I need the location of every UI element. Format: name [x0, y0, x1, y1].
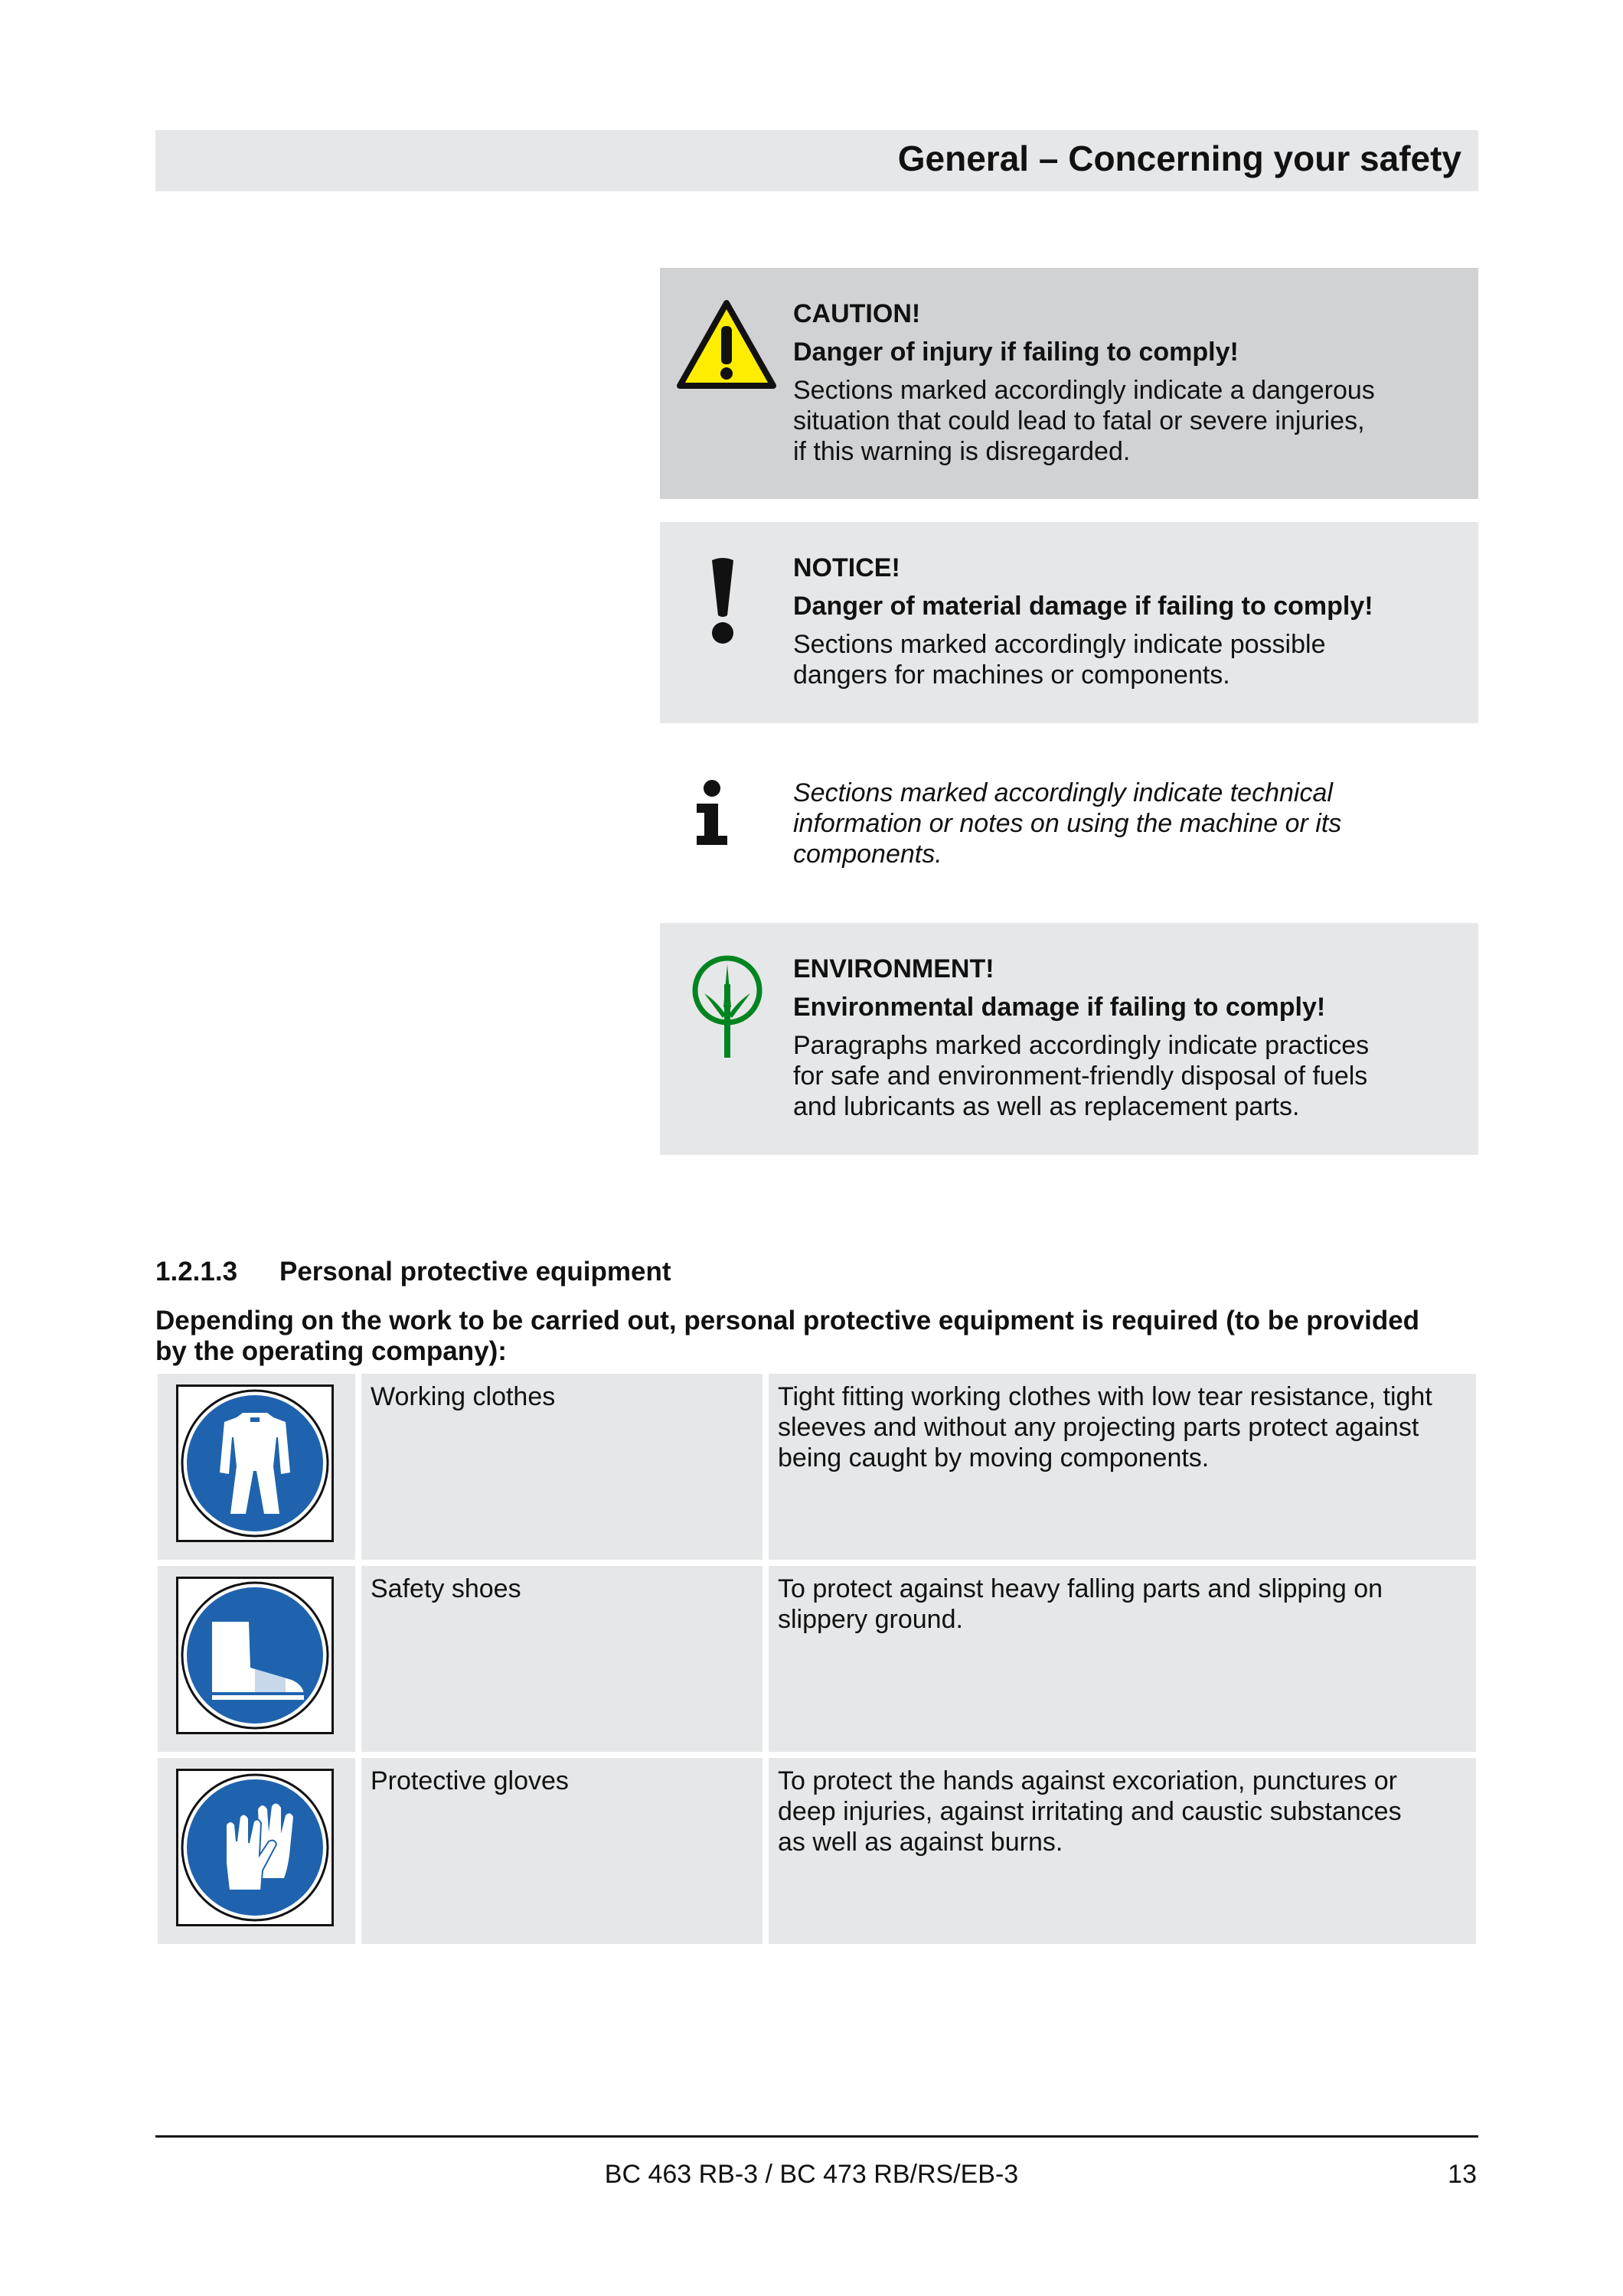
- environment-box: [660, 923, 1478, 1155]
- caution-line: Sections marked accordingly indicate a dangerous: [793, 376, 1375, 405]
- notice-body: [793, 629, 1432, 690]
- warning-triangle-icon: [677, 300, 776, 390]
- intro-line: Depending on the work to be carried out, personal protective equipment is required (to be provided: [155, 1306, 1420, 1336]
- ppe-description: [778, 1381, 1470, 1473]
- notice-line: dangers for machines or components.: [793, 660, 1230, 690]
- name-cell: [361, 1374, 763, 1560]
- tree-icon: [689, 954, 766, 1061]
- notice-line: Sections marked accordingly indicate possible: [793, 630, 1326, 659]
- footer-rule: [155, 2135, 1478, 2138]
- info-line: components.: [793, 840, 942, 869]
- ppe-description: [778, 1766, 1470, 1857]
- sign-frame: [176, 1577, 334, 1734]
- coverall-icon: [178, 1387, 331, 1540]
- ppe-description: [778, 1574, 1470, 1635]
- header-bar: [155, 130, 1478, 191]
- environment-line: and lubricants as well as replacement parts.: [793, 1092, 1300, 1121]
- description-line: To protect against heavy falling parts and slipping on: [778, 1574, 1383, 1603]
- caution-box: [660, 268, 1478, 499]
- footer-document-id: BC 463 RB-3 / BC 473 RB/RS/EB-3: [604, 2160, 1019, 2189]
- environment-line: Paragraphs marked accordingly indicate practices: [793, 1031, 1370, 1060]
- description-line: slippery ground.: [778, 1605, 963, 1634]
- description-cell: [769, 1566, 1476, 1752]
- section-heading: [155, 1257, 671, 1287]
- description-line: being caught by moving components.: [778, 1443, 1210, 1473]
- info-box: [660, 750, 1478, 888]
- safety-boot-icon: [178, 1579, 331, 1732]
- caution-subtitle: Danger of injury if failing to comply!: [793, 338, 1239, 367]
- table-row: [158, 1566, 1476, 1752]
- description-cell: [769, 1758, 1476, 1944]
- ppe-name: Protective gloves: [371, 1766, 569, 1795]
- info-line: information or notes on using the machine or its: [793, 809, 1342, 838]
- caution-text: [793, 298, 1432, 467]
- section-title: Personal protective equipment: [279, 1257, 671, 1287]
- gloves-icon: [178, 1771, 331, 1924]
- page-number: 13: [1448, 2160, 1477, 2189]
- icon-cell: [158, 1758, 355, 1944]
- name-cell: [361, 1758, 763, 1944]
- icon-cell: [158, 1566, 355, 1752]
- caution-body: [793, 375, 1432, 467]
- info-line: Sections marked accordingly indicate technical: [793, 778, 1333, 807]
- environment-line: for safe and environment-friendly disposal of fuels: [793, 1062, 1368, 1091]
- caution-line: situation that could lead to fatal or severe injuries,: [793, 406, 1365, 435]
- name-cell: [361, 1566, 763, 1752]
- sign-frame: [176, 1769, 334, 1926]
- description-line: To protect the hands against excoriation, punctures or: [778, 1766, 1397, 1795]
- info-icon: [694, 779, 730, 848]
- description-line: deep injuries, against irritating and caustic substances: [778, 1797, 1402, 1826]
- description-cell: [769, 1374, 1476, 1560]
- environment-text: [793, 954, 1432, 1122]
- notice-subtitle: Danger of material damage if failing to comply!: [793, 592, 1373, 621]
- caution-label: CAUTION!: [793, 299, 921, 328]
- environment-label: ENVIRONMENT!: [793, 954, 994, 983]
- icon-cell: [158, 1374, 355, 1560]
- page-title: General – Concerning your safety: [897, 139, 1461, 178]
- notice-box: [660, 522, 1478, 723]
- caution-line: if this warning is disregarded.: [793, 437, 1131, 466]
- intro-line: by the operating company):: [155, 1336, 507, 1366]
- environment-body: [793, 1030, 1432, 1122]
- ppe-name: Safety shoes: [371, 1574, 521, 1603]
- section-intro: [155, 1306, 1478, 1367]
- table-row: [158, 1758, 1476, 1944]
- description-line: sleeves and without any projecting parts protect against: [778, 1413, 1419, 1442]
- sign-frame: [176, 1384, 334, 1542]
- exclamation-icon: [709, 556, 736, 646]
- info-text: [793, 778, 1432, 869]
- description-line: as well as against burns.: [778, 1828, 1063, 1857]
- section-number: 1.2.1.3: [155, 1257, 238, 1287]
- description-line: Tight fitting working clothes with low tear resistance, tight: [778, 1382, 1432, 1411]
- notice-label: NOTICE!: [793, 553, 900, 582]
- table-row: [158, 1374, 1476, 1560]
- environment-subtitle: Environmental damage if failing to comply!: [793, 993, 1326, 1022]
- ppe-name: Working clothes: [371, 1382, 556, 1411]
- notice-text: [793, 553, 1432, 690]
